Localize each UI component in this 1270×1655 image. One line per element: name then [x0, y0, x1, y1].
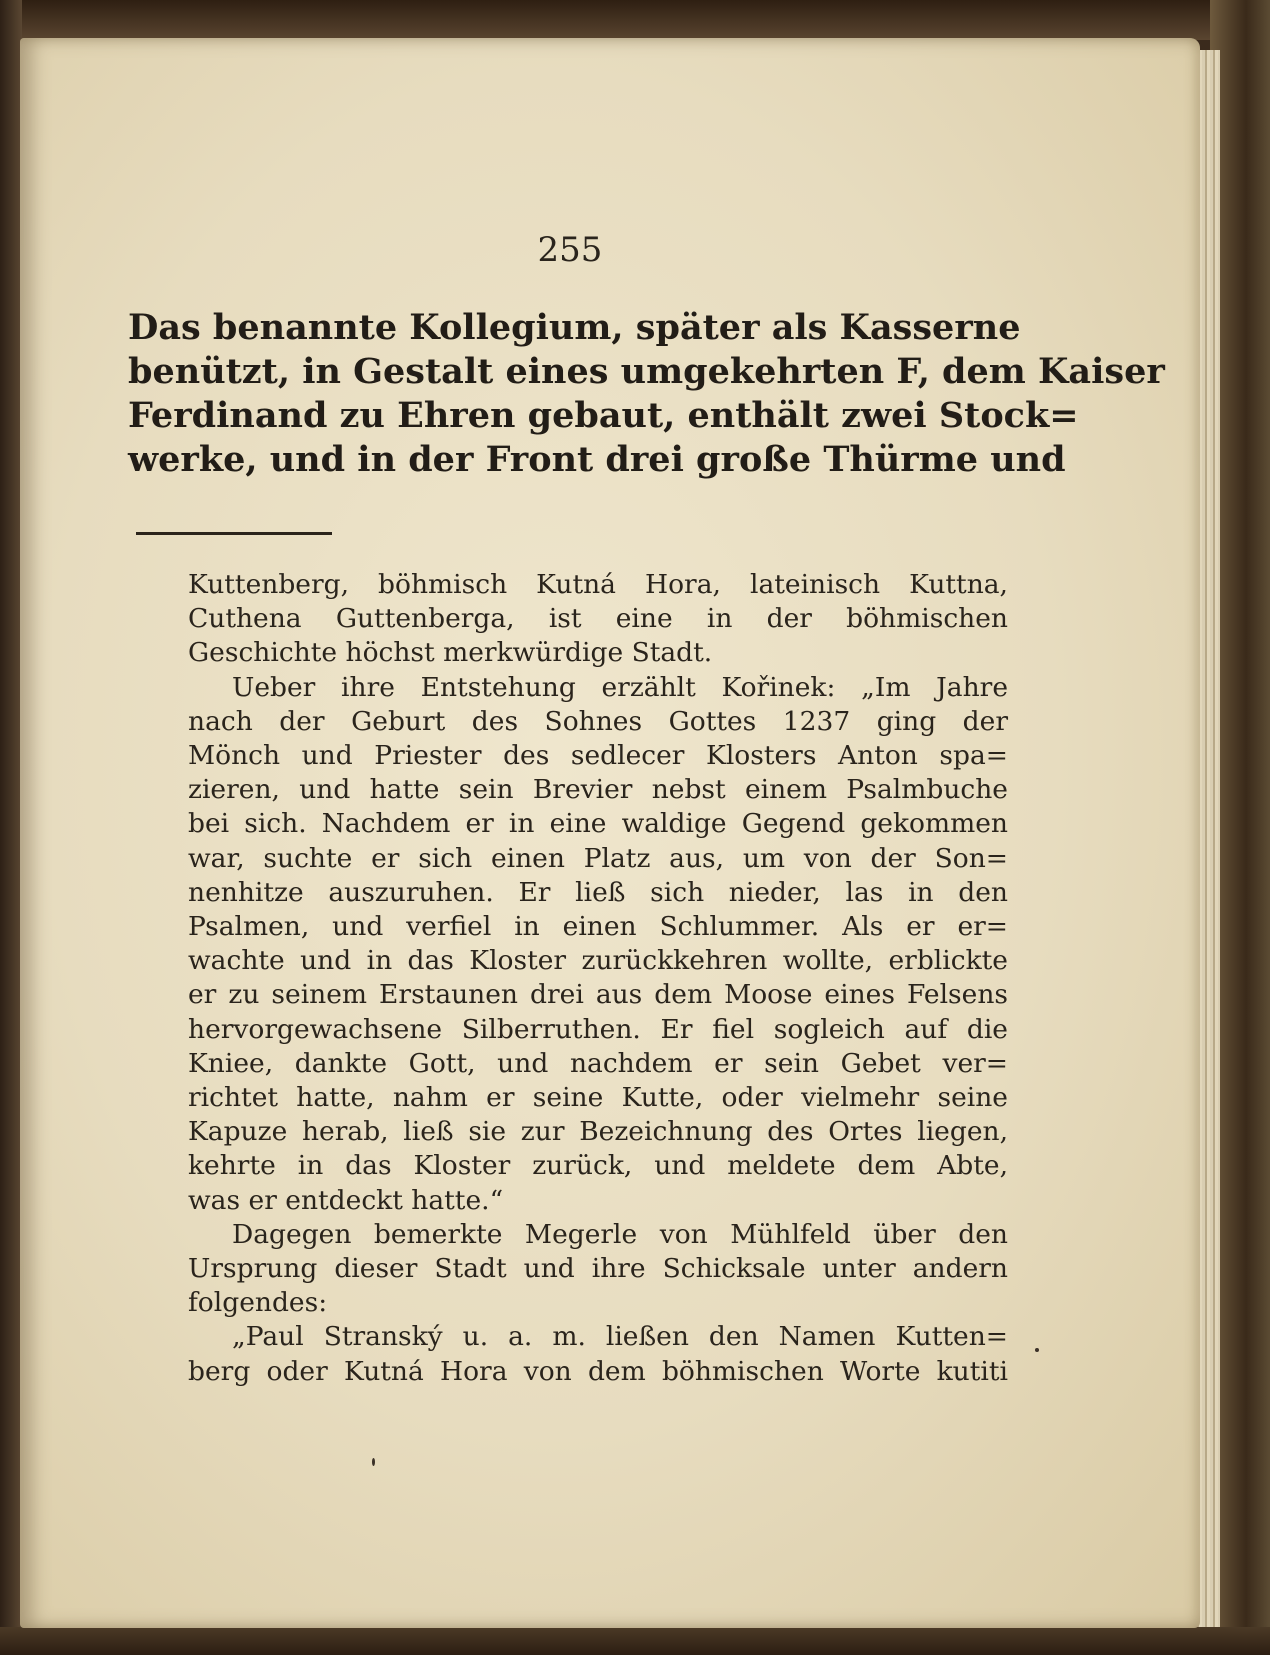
book-page	[20, 38, 1200, 1628]
footnote-line: Geschichte höchst merkwürdige Stadt.	[188, 637, 713, 669]
footnote-line: Mönch und Priester des sedlecer Klosters Anton spa=	[188, 740, 1008, 772]
main-text-line: Das benannte Kollegium, später als Kasserne	[128, 307, 1021, 348]
footnote-line: wachte und in das Kloster zurückkehren wollte, erblickte	[188, 945, 1008, 977]
paper-speck	[1035, 1348, 1039, 1352]
main-text-line: Ferdinand zu Ehren gebaut, enthält zwei Stock=	[128, 395, 1079, 436]
footnote-line: nach der Geburt des Sohnes Gottes 1237 ging der	[188, 705, 1008, 737]
main-text-line: werke, und in der Front drei große Thürme und	[128, 439, 1066, 480]
footnote-line: „Paul Stranský u. a. m. ließen den Namen Kutten=	[232, 1321, 1008, 1353]
page-number: 255	[537, 230, 603, 270]
book-cover-top	[0, 0, 1270, 40]
footnote-line: Cuthena Guttenberga, ist eine in der böhmischen	[188, 603, 1008, 635]
footnote-line: folgendes:	[188, 1287, 328, 1319]
footnote-line: Psalmen, und verfiel in einen Schlummer. Als er er=	[188, 911, 1008, 943]
footnote-divider	[136, 532, 332, 535]
footnote-line: Kniee, dankte Gott, und nachdem er sein Gebet ver=	[188, 1047, 1008, 1079]
footnote-line: Kapuze herab, ließ sie zur Bezeichnung des Ortes liegen,	[188, 1116, 1008, 1148]
book-cover-left	[0, 0, 22, 1655]
footnote-line: richtet hatte, nahm er seine Kutte, oder vielmehr seine	[188, 1082, 1008, 1114]
footnote-line: hervorgewachsene Silberruthen. Er fiel sogleich auf die	[188, 1013, 1008, 1045]
footnote-line: Ueber ihre Entstehung erzählt Kořinek: „Im Jahre	[232, 671, 1008, 703]
footnote-line: bei sich. Nachdem er in eine waldige Gegend gekommen	[188, 808, 1008, 840]
footnote-line: Ursprung dieser Stadt und ihre Schicksale unter andern	[188, 1253, 1008, 1285]
footnote-line: war, suchte er sich einen Platz aus, um von der Son=	[188, 842, 1008, 874]
footnote-line: zieren, und hatte sein Brevier nebst einem Psalmbuche	[188, 774, 1008, 806]
footnote	[188, 568, 1008, 1389]
main-text	[128, 306, 1165, 482]
footnote-line: was er entdeckt hatte.“	[188, 1184, 504, 1216]
footnote-line: Kuttenberg, böhmisch Kutná Hora, lateinisch Kuttna,	[188, 569, 1008, 600]
footnote-line: nenhitze auszuruhen. Er ließ sich nieder, las in den	[188, 876, 1008, 908]
footnote-line: er zu seinem Erstaunen drei aus dem Moose eines Felsens	[188, 979, 1008, 1011]
footnote-line: Dagegen bemerkte Megerle von Mühlfeld über den	[232, 1218, 1008, 1250]
footnote-line: kehrte in das Kloster zurück, und meldete dem Abte,	[188, 1150, 1008, 1182]
paper-speck	[372, 1458, 375, 1466]
book-cover-bottom	[0, 1627, 1270, 1655]
footnote-line: berg oder Kutná Hora von dem böhmischen Worte kutiti	[188, 1355, 1008, 1387]
main-text-line: benützt, in Gestalt eines umgekehrten F, dem Kaiser	[128, 351, 1165, 392]
